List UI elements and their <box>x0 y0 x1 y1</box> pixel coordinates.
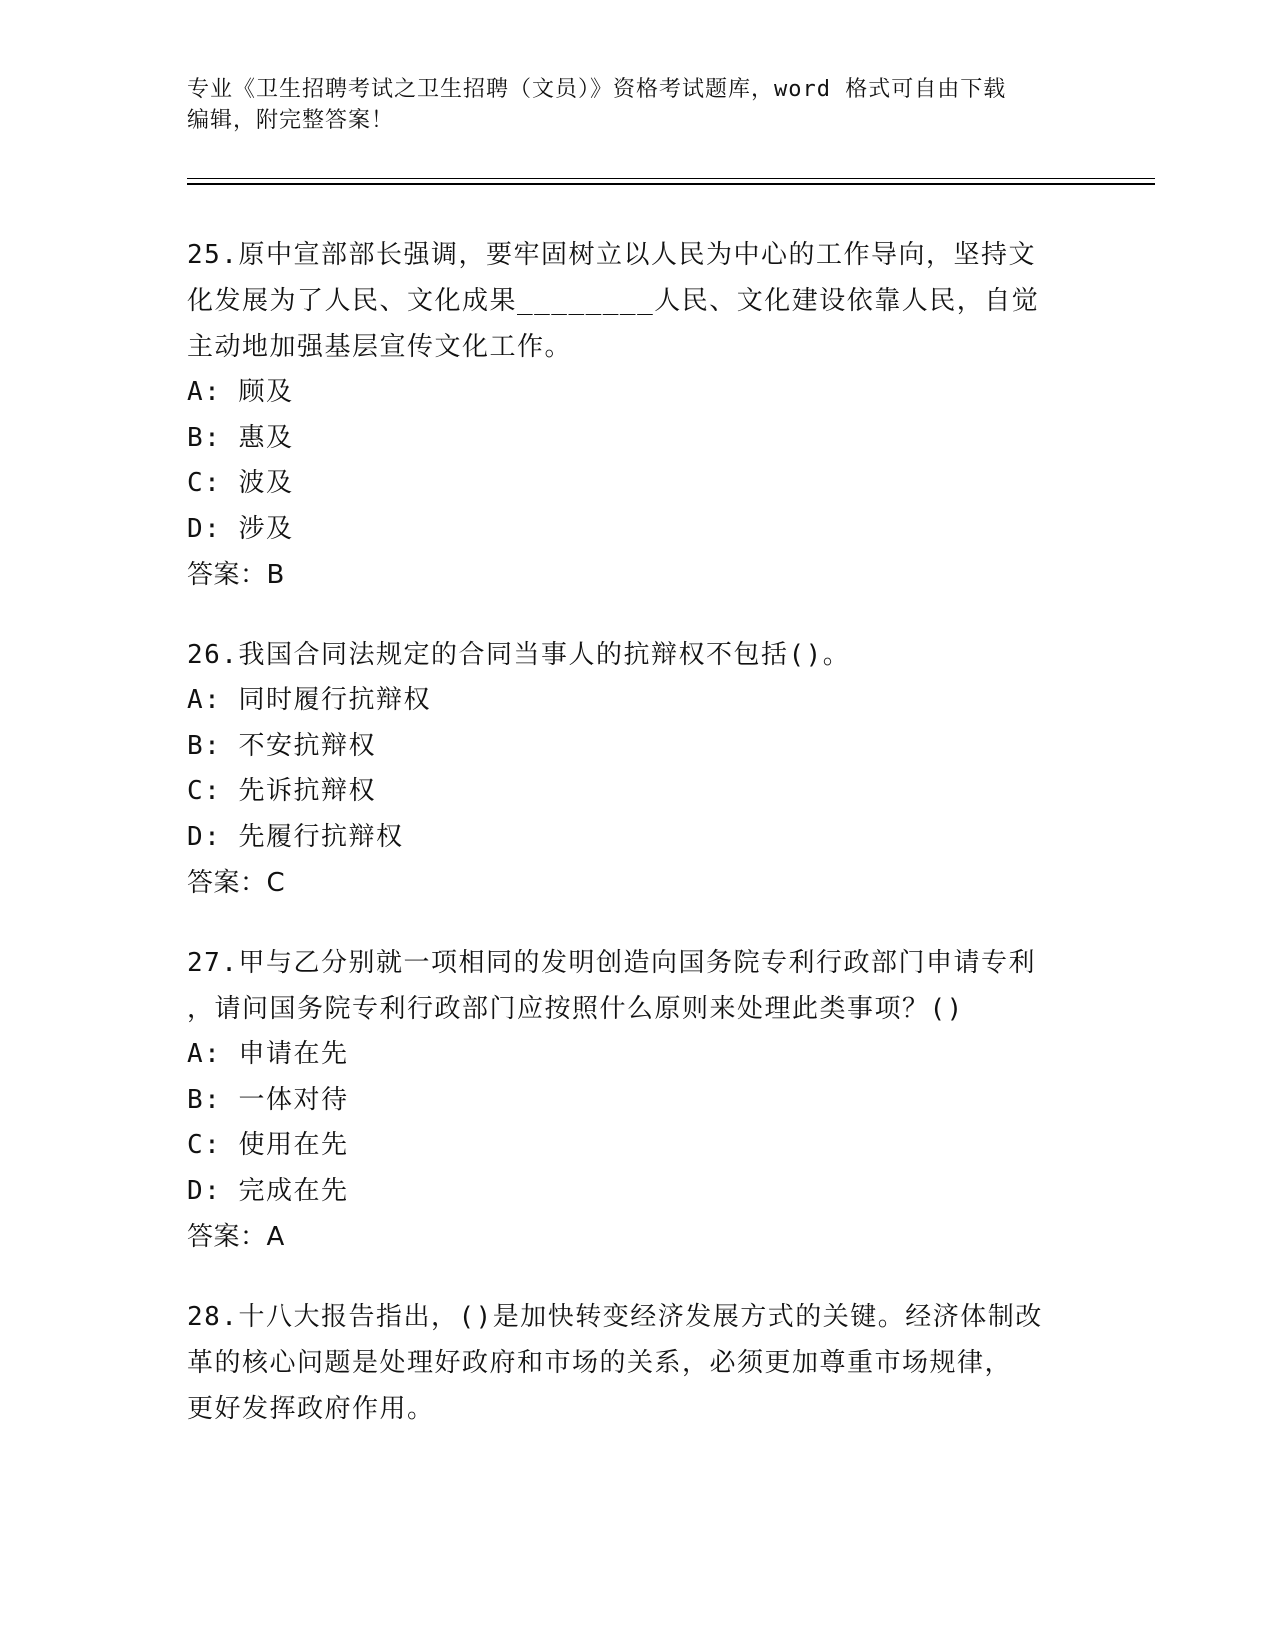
header-divider-thick <box>187 183 1155 185</box>
option-a: A: 顾及 <box>187 377 294 407</box>
question-list <box>187 232 1087 1466</box>
option-c: C: 先诉抗辩权 <box>187 776 376 806</box>
option-a: A: 申请在先 <box>187 1039 349 1069</box>
option-d: D: 完成在先 <box>187 1175 349 1206</box>
question-stem: 28.十八大报告指出，()是加快转变经济发展方式的关键。经济体制改 革的核心问题是处理好政府和市场的关系，必须更加尊重市场规律， 更好发挥政府作用。 <box>187 1302 1043 1424</box>
question-stem: 27.甲与乙分别就一项相同的发明创造向国务院专利行政部门申请专利 ，请问国务院专利行政部门应按照什么原则来处理此类事项？() <box>187 948 1036 1024</box>
question-stem: 26.我国合同法规定的合同当事人的抗辩权不包括()。 <box>187 640 851 670</box>
document-header: 专业《卫生招聘考试之卫生招聘（文员）》资格考试题库，word 格式可自由下载 编辑，附完整答案！ <box>187 77 1007 133</box>
option-d: D: 涉及 <box>187 513 294 544</box>
question-25 <box>187 232 1087 598</box>
question-26 <box>187 632 1087 906</box>
answer-line: 答案：A <box>187 1222 285 1252</box>
option-d: D: 先履行抗辩权 <box>187 821 404 852</box>
question-stem: 25.原中宣部部长强调，要牢固树立以人民为中心的工作导向，坚持文 化发展为了人民、文化成果________人民、文化建设依靠人民，自觉 主动地加强基层宣传文化工作。 <box>187 240 1040 362</box>
option-a: A: 同时履行抗辩权 <box>187 685 431 715</box>
question-28 <box>187 1294 1087 1432</box>
option-c: C: 使用在先 <box>187 1130 349 1160</box>
answer-line: 答案：C <box>187 868 286 898</box>
option-b: B: 不安抗辩权 <box>187 730 376 761</box>
answer-line: 答案：B <box>187 560 285 590</box>
question-27 <box>187 940 1087 1260</box>
option-b: B: 一体对待 <box>187 1084 349 1115</box>
option-c: C: 波及 <box>187 468 294 498</box>
header-divider-thin <box>187 178 1155 179</box>
option-b: B: 惠及 <box>187 422 294 453</box>
